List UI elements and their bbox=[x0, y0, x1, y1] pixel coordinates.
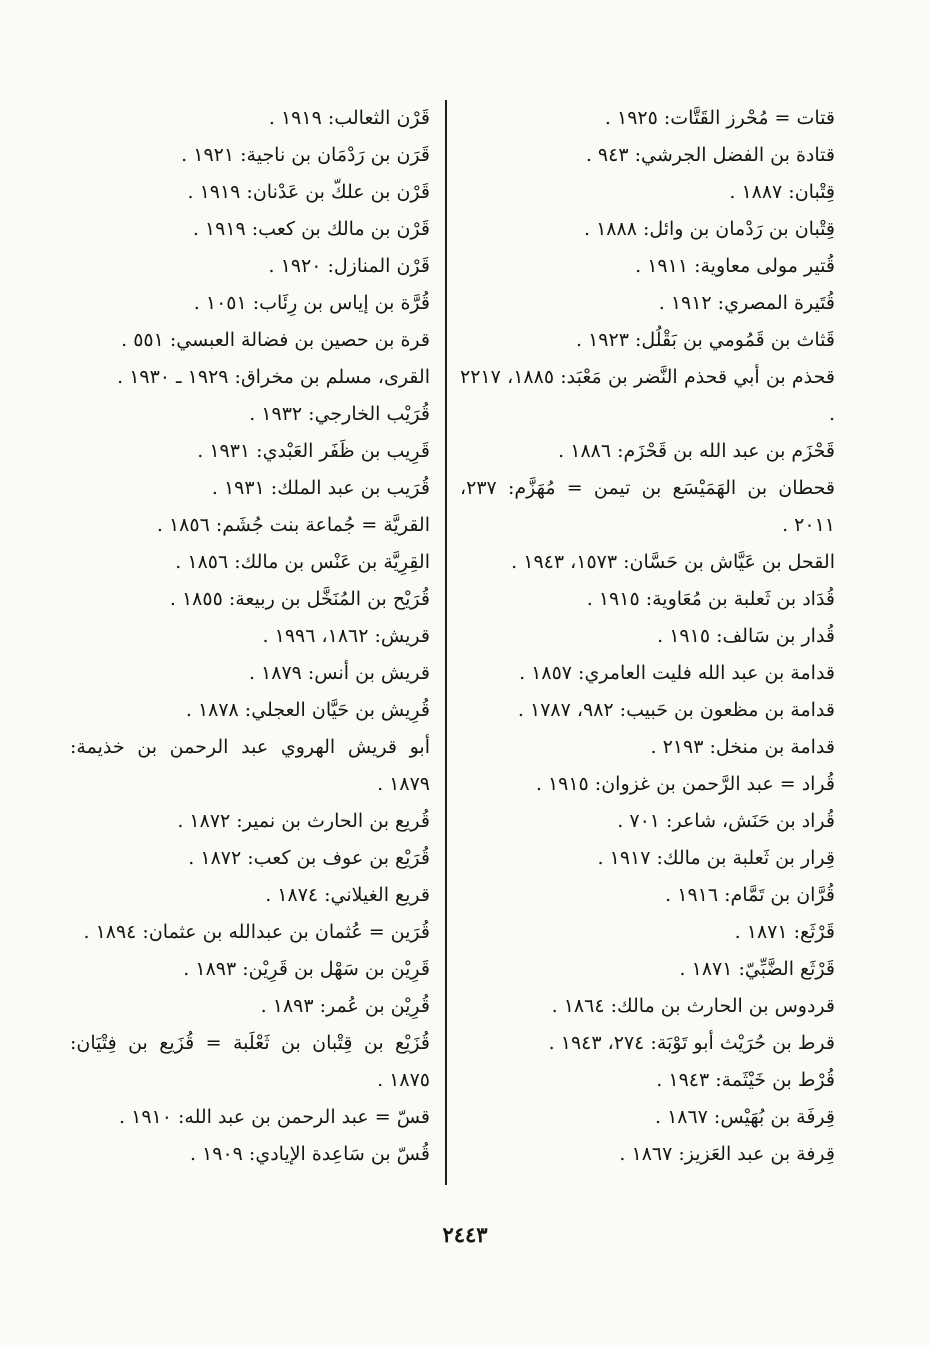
index-entry: قُسّ بن سَاعِدة الإيادي: ١٩٠٩ . bbox=[189, 1143, 430, 1165]
index-column-left bbox=[70, 100, 430, 1173]
index-entry: قُراد بن حَنَش، شاعر: ٧٠١ . bbox=[617, 810, 835, 832]
index-entry: قسّ = عبد الرحمن بن عبد الله: ١٩١٠ . bbox=[119, 1106, 430, 1128]
index-entry: قُتير مولى معاوية: ١٩١١ . bbox=[635, 255, 835, 277]
index-entry: أبو قريش الهروي عبد الرحمن بن خذيمة: ١٨٧٩ . bbox=[70, 736, 430, 795]
index-entry: قرط بن حُرَيْث أبو تَوْبَة: ٢٧٤، ١٩٤٣ . bbox=[548, 1032, 835, 1054]
index-entry: قريع الغيلاني: ١٨٧٤ . bbox=[265, 884, 430, 906]
index-entry: قرة بن حصين بن فضالة العبسي: ٥٥١ . bbox=[121, 329, 430, 351]
index-entry: قُدَاد بن ثَعلبة بن مُعَاوية: ١٩١٥ . bbox=[586, 588, 835, 610]
index-entry: قَرْن المنازل: ١٩٢٠ . bbox=[268, 255, 430, 277]
index-entry: قُزَيْع بن قِتْبان بن ثَعْلَبة = قُزَيع بن فِتْيَان: ١٨٧٥ . bbox=[70, 1032, 430, 1091]
index-entry: قَرْثَع: ١٨٧١ . bbox=[734, 921, 835, 943]
index-entry: قريش: ١٨٦٢، ١٩٩٦ . bbox=[262, 625, 430, 647]
index-entry: قتات = مُحْرز القَتَّات: ١٩٢٥ . bbox=[604, 107, 835, 129]
index-entry: قريش بن أنس: ١٨٧٩ . bbox=[248, 662, 430, 684]
column-divider bbox=[445, 100, 447, 1185]
index-entry: القِرِيَّة بن عَنْس بن مالك: ١٨٥٦ . bbox=[175, 551, 430, 573]
index-entry: قَرْثَع الضَّبِّيّ: ١٨٧١ . bbox=[679, 958, 835, 980]
index-entry: قِتْبان: ١٨٨٧ . bbox=[729, 181, 835, 203]
index-entry: القحل بن عَيَّاش بن حَسَّان: ١٥٧٣، ١٩٤٣ . bbox=[511, 551, 835, 573]
index-entry: قُرَيب بن عبد الملك: ١٩٣١ . bbox=[211, 477, 430, 499]
index-entry: قُرَّان بن تَمَّام: ١٩١٦ . bbox=[665, 884, 835, 906]
index-column-right bbox=[460, 100, 835, 1173]
index-entry: قَرْن الثعالب: ١٩١٩ . bbox=[268, 107, 430, 129]
index-entry: قُريع بن الحارث بن نمير: ١٨٧٢ . bbox=[177, 810, 430, 832]
index-entry: قَرَن بن رَدْمَان بن ناجية: ١٩٢١ . bbox=[181, 144, 430, 166]
index-entry: القرى، مسلم بن مخراق: ١٩٢٩ ـ ١٩٣٠ . bbox=[117, 366, 430, 388]
index-entry: قُرْط بن خَيْثَمة: ١٩٤٣ . bbox=[656, 1069, 835, 1091]
index-entry: قردوس بن الحارث بن مالك: ١٨٦٤ . bbox=[551, 995, 835, 1017]
index-entry: قحطان بن الهَمَيْسَع بن تيمن = مُهَزَّم: ٢٣٧، ٢٠١١ . bbox=[460, 477, 835, 536]
index-entry: قُرَيْع بن عوف بن كعب: ١٨٧٢ . bbox=[188, 847, 430, 869]
index-entry: قِتْبان بن رَدْمان بن وائل: ١٨٨٨ . bbox=[583, 218, 835, 240]
index-entry: قُرَّة بن إياس بن رِئَاب: ١٠٥١ . bbox=[193, 292, 430, 314]
page-number: ٢٤٤٣ bbox=[442, 1222, 488, 1247]
index-entry: قُراد = عبد الرَّحمن بن غزوان: ١٩١٥ . bbox=[535, 773, 835, 795]
index-entry: قَرِيْن بن سَهْل بن قَرِيْن: ١٨٩٣ . bbox=[183, 958, 430, 980]
index-entry: قحذم بن أبي قحذم النَّضر بن مَعْبَد: ١٨٨٥، ٢٢١٧ . bbox=[460, 366, 835, 425]
index-entry: قُرَيْح بن المُنَخَّل بن ربيعة: ١٨٥٥ . bbox=[169, 588, 430, 610]
index-entry: قَرِيب بن ظَفَر العَبْدي: ١٩٣١ . bbox=[197, 440, 430, 462]
index-entry: قَرْن بن مالك بن كعب: ١٩١٩ . bbox=[192, 218, 430, 240]
index-entry: قُدار بن سَالف: ١٩١٥ . bbox=[657, 625, 835, 647]
index-entry: قُرَين = عُثمان بن عبدالله بن عثمان: ١٨٩٤ . bbox=[83, 921, 430, 943]
index-entry: قدامة بن مظعون بن حَبيب: ٩٨٢، ١٧٨٧ . bbox=[517, 699, 835, 721]
index-entry: قِرفَة بن بُهَيْس: ١٨٦٧ . bbox=[654, 1106, 835, 1128]
index-entry: قتادة بن الفضل الجرشي: ٩٤٣ . bbox=[585, 144, 835, 166]
index-entry: قَرْن بن علكّ بن عَدْنان: ١٩١٩ . bbox=[187, 181, 430, 203]
index-entry: قَحْزَم بن عبد الله بن قَحْزَم: ١٨٨٦ . bbox=[558, 440, 835, 462]
index-entry: قُرِيش بن حَيَّان العجلي: ١٨٧٨ . bbox=[185, 699, 430, 721]
index-entry: قُرِيْن بن عُمر: ١٨٩٣ . bbox=[260, 995, 430, 1017]
index-entry: قُرَيْب الخارجي: ١٩٣٢ . bbox=[249, 403, 430, 425]
index-entry: قُتَيرة المصري: ١٩١٢ . bbox=[658, 292, 835, 314]
index-entry: القريَّة = جُماعة بنت جُشَم: ١٨٥٦ . bbox=[156, 514, 430, 536]
index-entry: قِرار بن ثَعلبة بن مالك: ١٩١٧ . bbox=[597, 847, 835, 869]
index-entry: قدامة بن منخل: ٢١٩٣ . bbox=[650, 736, 835, 758]
index-entry: قِرفة بن عبد العَزيز: ١٨٦٧ . bbox=[619, 1143, 835, 1165]
index-entry: قدامة بن عبد الله فليت العامري: ١٨٥٧ . bbox=[519, 662, 835, 684]
index-entry: قَثاث بن قَمُومي بن بَقْلُل: ١٩٢٣ . bbox=[576, 329, 835, 351]
